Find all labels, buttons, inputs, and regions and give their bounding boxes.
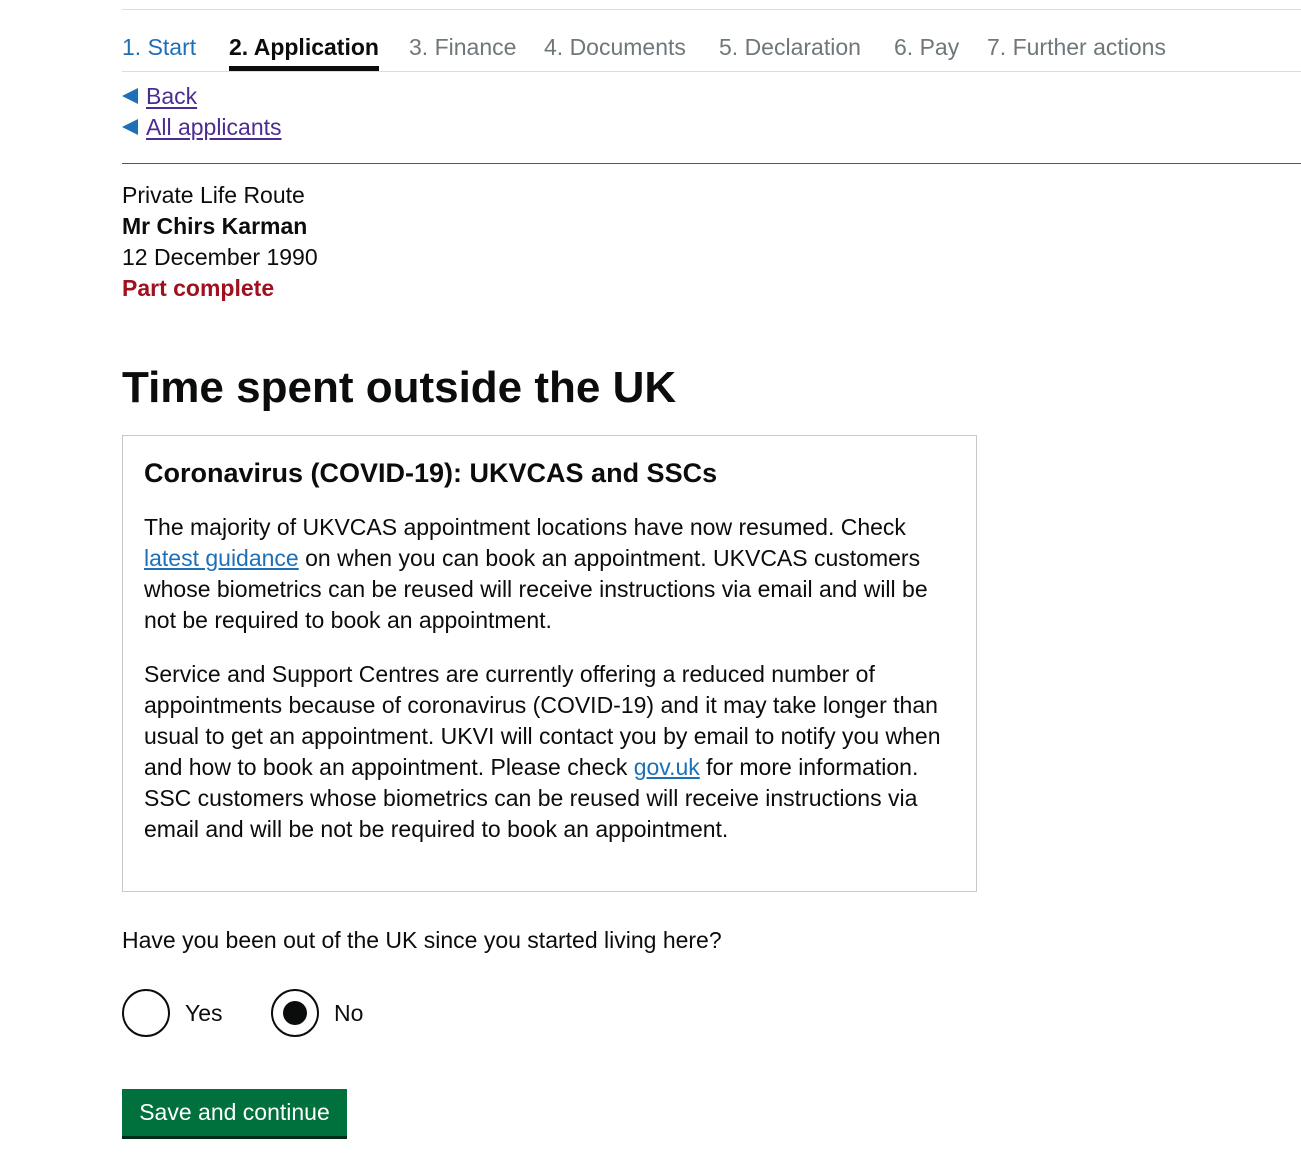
step-application: 2. Application — [229, 30, 379, 71]
step-finance: 3. Finance — [409, 34, 517, 60]
radio-yes[interactable] — [122, 989, 223, 1037]
back-link-row — [122, 82, 282, 113]
step-documents: 4. Documents — [544, 34, 686, 60]
step-pay: 6. Pay — [894, 34, 960, 60]
step-further-actions: 7. Further actions — [987, 34, 1166, 60]
radio-no-circle[interactable] — [271, 989, 319, 1037]
covid-notice — [122, 435, 977, 892]
all-applicants-link[interactable]: All applicants — [146, 114, 282, 140]
latest-guidance-link[interactable]: latest guidance — [144, 545, 299, 571]
save-and-continue-button[interactable]: Save and continue — [122, 1089, 347, 1136]
notice-text: The majority of UKVCAS appointment locations have now resumed. Check — [144, 514, 906, 540]
notice-heading: Coronavirus (COVID-19): UKVCAS and SSCs — [144, 458, 718, 488]
top-border — [122, 9, 1301, 10]
back-links — [122, 82, 282, 144]
applicant-summary — [122, 180, 318, 304]
progress-steps — [122, 30, 1301, 72]
notice-text: on when you can book an appointment. UKVCAS customers whose biometrics can be reused will receive instructions via email and will be not be required to book an appointment. — [144, 545, 928, 633]
notice-paragraph-2 — [144, 659, 955, 845]
applicant-dob: 12 December 1990 — [122, 244, 318, 270]
step-declaration: 5. Declaration — [719, 34, 861, 60]
page-title: Time spent outside the UK — [122, 363, 677, 412]
applicant-name: Mr Chirs Karman — [122, 213, 308, 239]
application-route: Private Life Route — [122, 182, 305, 208]
status-badge: Part complete — [122, 275, 275, 301]
section-divider — [122, 163, 1301, 164]
radio-yes-label: Yes — [185, 999, 223, 1026]
notice-paragraph-1 — [144, 512, 955, 636]
back-arrow-icon — [122, 119, 138, 135]
radio-no-label: No — [334, 999, 364, 1026]
back-arrow-icon — [122, 88, 138, 104]
back-link[interactable]: Back — [146, 83, 198, 109]
govuk-link[interactable]: gov.uk — [633, 754, 700, 780]
all-applicants-link-row — [122, 113, 282, 144]
step-start[interactable]: 1. Start — [122, 34, 197, 60]
radio-no[interactable] — [271, 989, 363, 1037]
notice-text: for more information. SSC customers whose biometrics can be reused will receive instructions via email and will be not be required to book an appointment. — [144, 754, 919, 842]
notice-text: Service and Support Centres are currently offering a reduced number of appointments because of coronavirus (COVID-19) and it may take longer than usual to get an appointment. UKVI will contact you by email to notify you when and how to book an appointment. Please check — [144, 661, 941, 780]
radio-yes-circle[interactable] — [122, 989, 170, 1037]
question-label: Have you been out of the UK since you started living here? — [122, 927, 722, 953]
